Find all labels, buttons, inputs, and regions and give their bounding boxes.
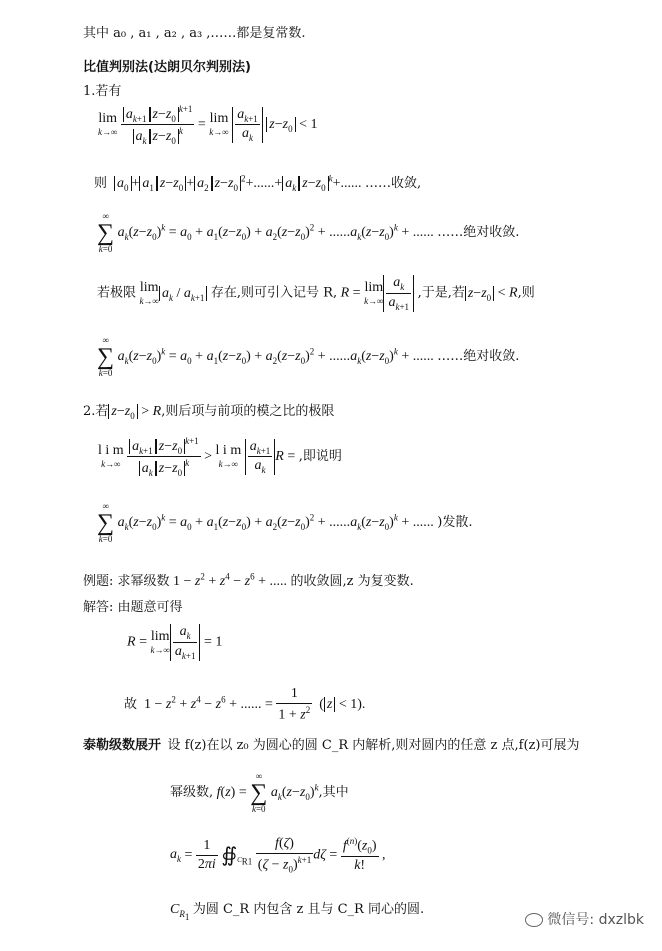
example-tail: 的收敛圆,z 为复变数.	[290, 574, 414, 589]
qizhong-text: ,其中	[318, 785, 349, 801]
power-series-line: 幂级数, f(z) = ∞ ∑ k=0 $a_k(z-z_0)^k$,其中	[170, 771, 349, 814]
example-label: 例题: 求幂级数	[83, 574, 170, 589]
answer-label: 解答: 由题意可得	[83, 600, 183, 615]
coefficient-equation: $a_k$ = $\frac{1}{2\pi i}$ $∯_{C_{R1}}$ $\frac{f(\zeta)}{(\zeta - z_0)^{k+1}}$ dζ = $\frac{f^{(n)}(z_0)}{k!}$ ,	[170, 836, 386, 875]
sum-abs-converge-1: ∞ ∑ k=0 $a_k(z-z_0)^k = a_0 + a_1(z-z_0) + a_2(z-z_0)^2 + ......a_k(z-z_0)^k$ + ...... ……绝对收敛.	[97, 211, 520, 254]
ratio-limit-equation: lim k→∞ $\frac{a_{k+1} z-z_0^{k+1}}{a_k z-z_0^k}$ = lim k→∞ $\frac{a_{k+1}}{a_k}$ $z-z_0 < 1$	[98, 104, 318, 146]
case-2-line: 2.若 $z-z_0 > R$,则后项与前项的模之比的极限	[83, 404, 335, 421]
diverge-text: )发散.	[437, 515, 473, 531]
case-1-label: 1.若有	[83, 84, 122, 99]
gu-label: 故	[124, 697, 138, 713]
radius-result-equation: R = lim k→∞ $\frac{a_k}{a_{k+1}}$ = 1	[127, 624, 223, 661]
wechat-icon	[525, 913, 543, 927]
taylor-text: 设 f(z)在以 z₀ 为圆心的圆 C_R 内解析,则对圆内的任意 z 点,f(z)可展为	[167, 738, 580, 753]
series-sum-result: 故 $1 - z^2 + z^4 - z^6$ + ...... = $\frac{1}{1 + z^2}$ ( z < 1).	[124, 686, 366, 723]
intro-line: 其中 a₀ , a₁ , a₂ , a₃ ,……都是复常数.	[83, 26, 306, 41]
limit-end-text: ,于是,若	[417, 285, 465, 301]
abs-converge-text-2: ……绝对收敛.	[437, 349, 520, 365]
sum-diverge: ∞ ∑ k=0 $a_k(z-z_0)^k = a_0 + a_1(z-z_0) + a_2(z-z_0)^2 + ......a_k(z-z_0)^k$ + ...... )发散.	[97, 501, 473, 544]
case-2-label: 2.若	[83, 404, 109, 419]
circle-text: 为圆 C_R 内包含 z 且与 C_R 同心的圆.	[192, 902, 425, 917]
converge-series-line: 则 $a_0 + a_1$ $z-z_0 + a_2$ $z-z_0^2+......+ a_k$ $z-z_0^k+$...... ……收敛,	[94, 173, 422, 193]
wechat-watermark	[525, 909, 644, 929]
limit-intro-text: 若极限	[97, 285, 137, 301]
then-label: 则	[94, 176, 108, 191]
divergence-ratio-equation: l i m k→∞ $\frac{a_{k+1} z-z_0^{k+1}}{a_k z-z_0^k}$ > l i m k→∞ $\frac{a_{k+1}}{a_k}$ R = ,即说明	[98, 436, 342, 478]
section-heading-ratio-test: 比值判别法(达朗贝尔判别法)	[83, 60, 251, 75]
power-series-label: 幂级数,	[170, 785, 214, 801]
limit-mid-text: 存在,则可引入记号 R,	[210, 285, 338, 301]
radius-definition-line: 若极限 lim k→∞ $a_k / a_{k+1}$ 存在,则可引入记号 R, R = lim k→∞ $\frac{a_k}{a_{k+1}}$ ,于是,若 $z-z_0 < R$,则	[97, 275, 535, 312]
abs-converge-text: ……绝对收敛.	[437, 225, 520, 241]
example-line: 例题: 求幂级数 $1 - z^2 + z^4 - z^6$ + ..... 的收敛圆,z 为复变数.	[83, 571, 414, 589]
converge-text: ……收敛,	[364, 176, 422, 191]
watermark-text: 微信号: dxzlbk	[547, 912, 644, 928]
case-2-tail: ,则后项与前项的模之比的极限	[161, 404, 335, 419]
limit-tail-text: ,则	[517, 285, 535, 301]
therefore-text: ,即说明	[298, 449, 342, 465]
circle-description: $C_{R_1}$ 为圆 C_R 内包含 z 且与 C_R 同心的圆.	[170, 902, 425, 922]
taylor-line	[83, 734, 579, 753]
sum-abs-converge-2: ∞ ∑ k=0 $a_k(z-z_0)^k = a_0 + a_1(z-z_0) + a_2(z-z_0)^2 + ......a_k(z-z_0)^k$ + ...... ……绝对收敛.	[97, 335, 520, 378]
taylor-heading: 泰勒级数展开	[83, 738, 162, 753]
